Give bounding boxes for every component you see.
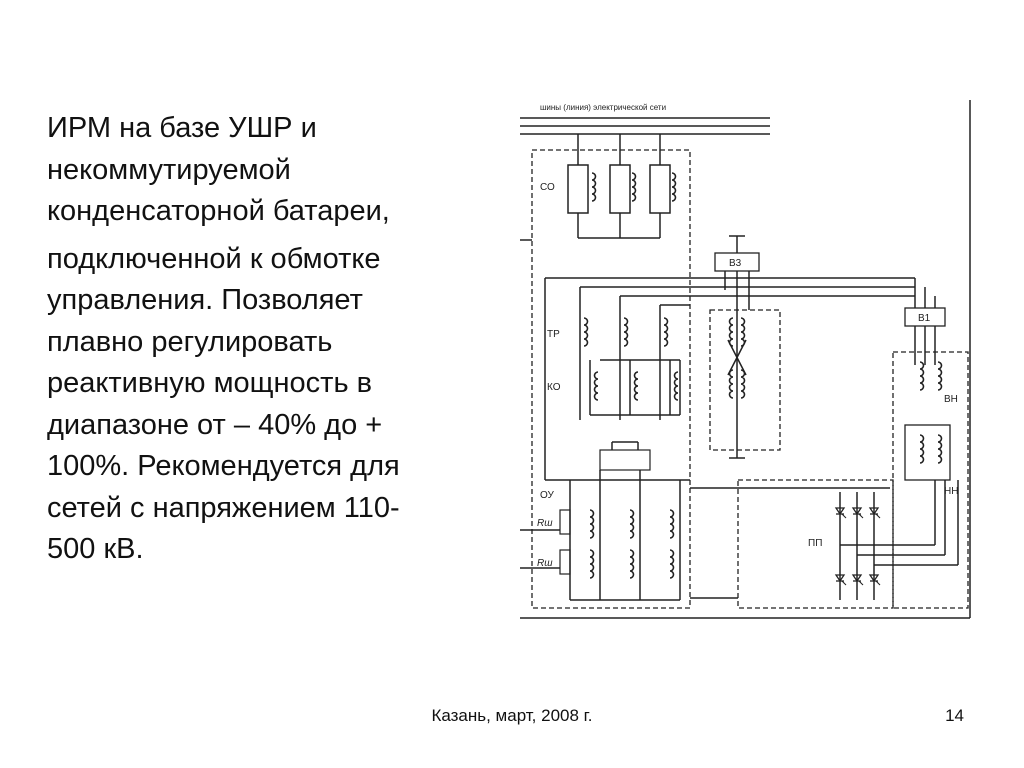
text-line: диапазоне от – 40% до + [47, 408, 383, 441]
label-bh: ВН [944, 394, 958, 405]
page-number: 14 [945, 706, 964, 725]
label-co: СО [540, 182, 555, 193]
label-pp: ПП [808, 538, 823, 549]
label-tr: ТР [547, 329, 560, 340]
label-ou: ОУ [540, 490, 554, 501]
text-line: 500 кВ. [47, 533, 144, 565]
label-b1: В1 [918, 313, 931, 324]
label-rsh-1: Rш [537, 518, 553, 529]
label-hh: НН [944, 486, 959, 497]
label-rsh-2: Rш [537, 558, 553, 569]
text-line: плавно регулировать [47, 325, 333, 358]
label-b3: В3 [729, 258, 742, 269]
text-line: ИРМ на базе УШР и [47, 112, 317, 144]
text-line: 100%. Рекомендуется для [47, 450, 400, 482]
text-line: управления. Позволяет [47, 284, 363, 316]
text-line: сетей с напряжением 110- [47, 491, 400, 524]
text-line: реактивную мощность в [47, 367, 373, 399]
slide-body-text [47, 108, 487, 571]
circuit-schematic [515, 95, 975, 625]
text-line: некоммутируемой [47, 153, 291, 186]
footer-location-date: Казань, март, 2008 г. [431, 706, 593, 725]
text-line: конденсаторной батареи, [47, 195, 390, 227]
text-line: подключенной к обмотке [47, 242, 381, 275]
label-ko: КО [547, 382, 561, 393]
bus-label: шины (линия) электрической сети [540, 103, 667, 112]
